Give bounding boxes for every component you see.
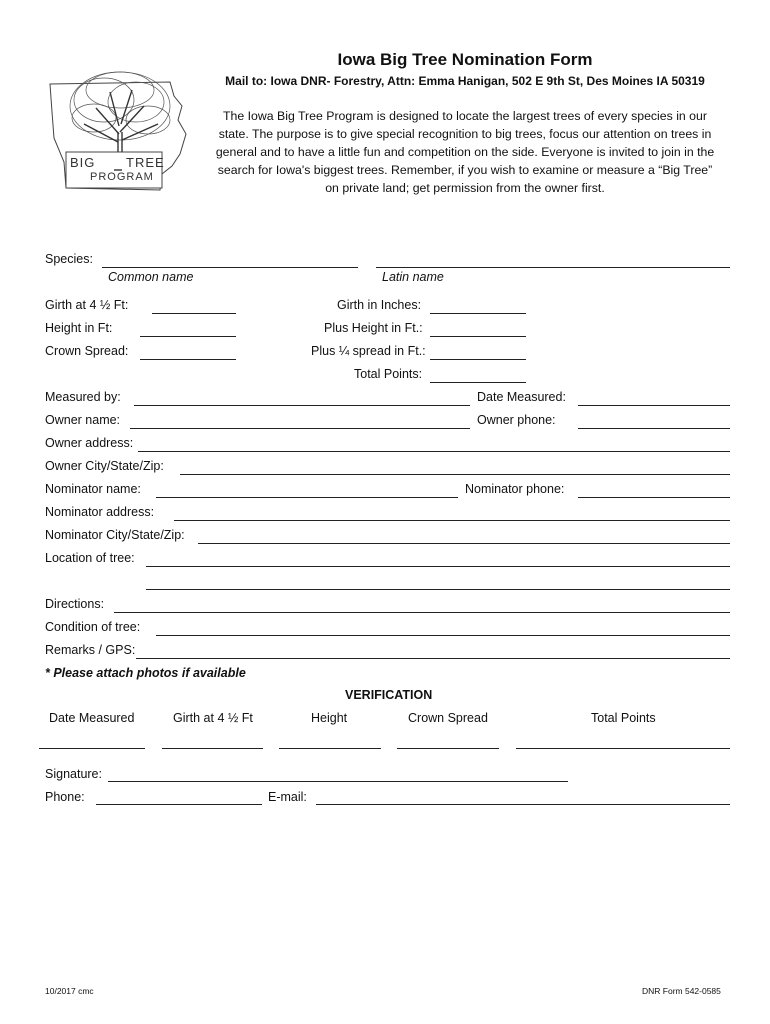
intro-line: state. The purpose is to give special recognition to big trees, focus our attention on trees in — [218, 127, 712, 141]
owner-name-field[interactable] — [130, 428, 470, 429]
directions-field[interactable] — [114, 612, 730, 613]
condition-label: Condition of tree: — [45, 620, 141, 634]
phone-field[interactable] — [96, 804, 262, 805]
big-tree-program-logo — [44, 62, 192, 194]
crown-spread-label: Crown Spread: — [45, 344, 129, 358]
latin-name-field[interactable] — [376, 267, 730, 268]
location-label: Location of tree: — [45, 551, 135, 565]
crown-spread-field[interactable] — [140, 359, 236, 360]
date-measured-label: Date Measured: — [477, 390, 566, 404]
verification-col-girth: Girth at 4 ½ Ft — [173, 711, 253, 725]
verification-girth-field[interactable] — [162, 748, 263, 749]
mail-to-address: Mail to: Iowa DNR- Forestry, Attn: Emma Hanigan, 502 E 9th St, Des Moines IA 50319 — [225, 74, 705, 88]
signature-label: Signature: — [45, 767, 102, 781]
photos-note: * Please attach photos if available — [45, 666, 246, 680]
nominator-city-label: Nominator City/State/Zip: — [45, 528, 185, 542]
email-field[interactable] — [316, 804, 730, 805]
plus-spread-label: Plus ¼ spread in Ft.: — [311, 344, 426, 358]
common-name-field[interactable] — [102, 267, 358, 268]
height-ft-field[interactable] — [140, 336, 236, 337]
total-points-label: Total Points: — [354, 367, 423, 381]
nominator-city-field[interactable] — [198, 543, 730, 544]
footer-form-number: DNR Form 542-0585 — [642, 986, 721, 996]
measured-by-label: Measured by: — [45, 390, 121, 404]
common-name-caption: Common name — [108, 270, 194, 284]
girth-ft-label: Girth at 4 ½ Ft: — [45, 298, 129, 312]
owner-phone-field[interactable] — [578, 428, 730, 429]
directions-label: Directions: — [45, 597, 105, 611]
verification-height-field[interactable] — [279, 748, 381, 749]
form-title: Iowa Big Tree Nomination Form — [337, 50, 593, 69]
owner-address-label: Owner address: — [45, 436, 134, 450]
footer-date: 10/2017 cmc — [45, 986, 94, 996]
intro-line: general and to have a little fun and competition on the side. Everyone is invited to join in the — [215, 145, 715, 159]
owner-name-label: Owner name: — [45, 413, 121, 427]
nominator-name-field[interactable] — [156, 497, 458, 498]
date-measured-field[interactable] — [578, 405, 730, 406]
nominator-phone-label: Nominator phone: — [465, 482, 565, 496]
logo-word-tree: TREE — [126, 155, 165, 170]
verification-crown-field[interactable] — [397, 748, 499, 749]
nominator-phone-field[interactable] — [578, 497, 730, 498]
plus-height-label: Plus Height in Ft.: — [324, 321, 423, 335]
owner-address-field[interactable] — [138, 451, 730, 452]
girth-inches-field[interactable] — [430, 313, 526, 314]
plus-height-field[interactable] — [430, 336, 526, 337]
condition-field[interactable] — [156, 635, 730, 636]
remarks-label: Remarks / GPS: — [45, 643, 136, 657]
logo-word-big: BIG — [70, 155, 96, 170]
verification-heading: VERIFICATION — [345, 688, 433, 702]
verification-total-field[interactable] — [516, 748, 730, 749]
owner-city-field[interactable] — [180, 474, 730, 475]
location-field[interactable] — [146, 566, 730, 567]
intro-line: The Iowa Big Tree Program is designed to locate the largest trees of every species in our — [223, 109, 707, 123]
owner-city-label: Owner City/State/Zip: — [45, 459, 164, 473]
girth-ft-field[interactable] — [152, 313, 236, 314]
verification-col-crown: Crown Spread — [408, 711, 488, 725]
measured-by-field[interactable] — [134, 405, 470, 406]
intro-line: search for Iowa's biggest trees. Remember, if you wish to examine or measure a “Big Tree” — [217, 163, 713, 177]
latin-name-caption: Latin name — [382, 270, 444, 284]
location-field-line-2[interactable] — [146, 589, 730, 590]
verification-col-total: Total Points — [591, 711, 656, 725]
height-ft-label: Height in Ft: — [45, 321, 113, 335]
total-points-field[interactable] — [430, 382, 526, 383]
intro-line: on private land; get permission from the owner first. — [325, 181, 605, 195]
species-label: Species: — [45, 252, 93, 266]
verification-col-date: Date Measured — [49, 711, 135, 725]
plus-spread-field[interactable] — [430, 359, 526, 360]
owner-phone-label: Owner phone: — [477, 413, 556, 427]
girth-inches-label: Girth in Inches: — [337, 298, 422, 312]
logo-word-program: PROGRAM — [90, 171, 154, 183]
signature-field[interactable] — [108, 781, 568, 782]
remarks-field[interactable] — [136, 658, 730, 659]
intro-paragraph — [198, 107, 732, 197]
verification-col-height: Height — [311, 711, 348, 725]
nominator-name-label: Nominator name: — [45, 482, 141, 496]
phone-label: Phone: — [45, 790, 85, 804]
nominator-address-label: Nominator address: — [45, 505, 155, 519]
email-label: E-mail: — [268, 790, 307, 804]
nominator-address-field[interactable] — [174, 520, 730, 521]
verification-date-field[interactable] — [39, 748, 145, 749]
